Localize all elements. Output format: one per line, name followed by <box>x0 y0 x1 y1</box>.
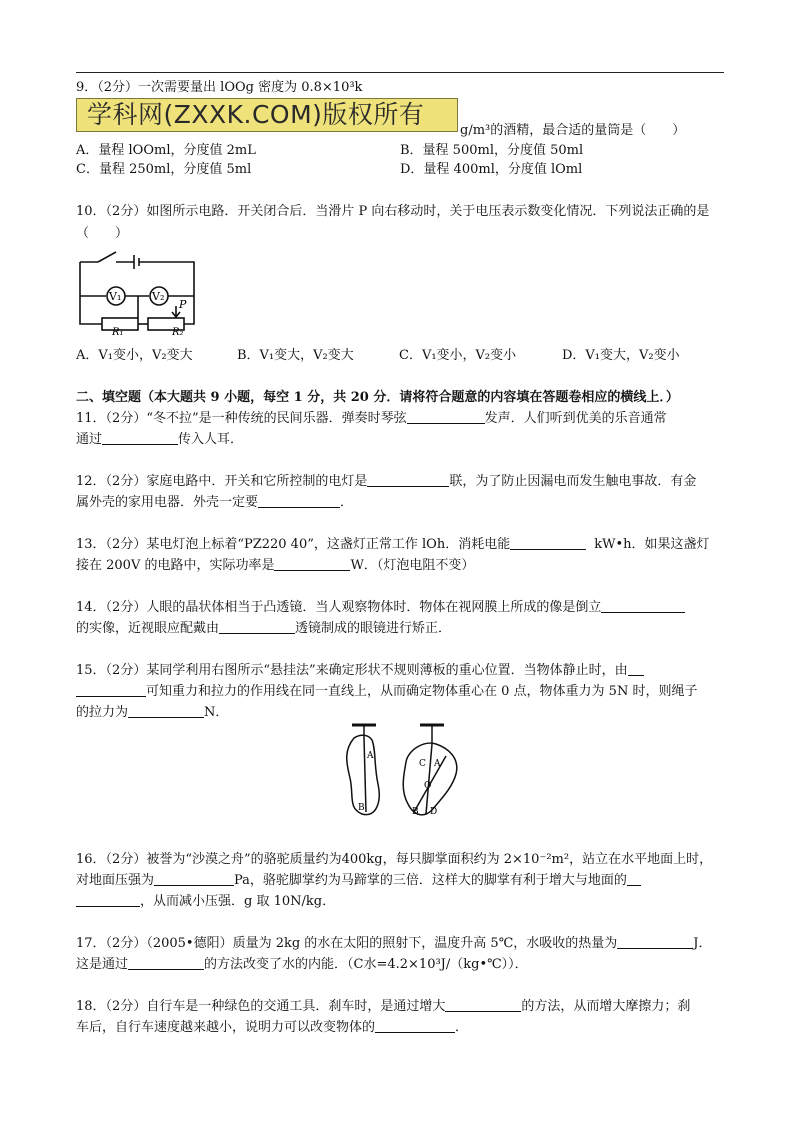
q16-blank-2a[interactable] <box>627 871 641 886</box>
q17-blank-2[interactable] <box>128 955 204 970</box>
q10-option-a: A．V₁变小，V₂变大 <box>76 348 193 363</box>
q15-label-o: O <box>424 781 432 791</box>
q11-line1: 11．（2分）“冬不拉”是一种传统的民间乐器．弹奏时琴弦 发声．人们听到优美的乐音通常 <box>76 411 667 426</box>
q18-line1: 18．（2分）自行车是一种绿色的交通工具．刹车时，是通过增大 的方法，从而增大摩擦力；刹 <box>76 999 691 1014</box>
header-rule <box>76 72 724 73</box>
q13-blank-2[interactable] <box>274 556 350 571</box>
q11-blank-1[interactable] <box>407 409 485 424</box>
q16-line1: 16．（2分）被誉为“沙漠之舟”的骆驼质量约为400kg，每只脚掌面积约为 2×10⁻²m²，站立在水平地面上时， <box>76 852 713 867</box>
q10-v2-label: V₂ <box>152 290 165 303</box>
q12-blank-2[interactable] <box>258 493 340 508</box>
q15-blank-1a[interactable] <box>628 661 644 676</box>
q10-line2: （ ） <box>76 226 129 241</box>
q17-blank-1[interactable] <box>617 934 693 949</box>
q10-r2-label: R₂ <box>172 327 184 336</box>
q11-blank-2[interactable] <box>102 430 178 445</box>
q13-blank-1[interactable] <box>510 535 586 550</box>
section-2-title: 二、填空题（本大题共 9 小题，每空 1 分，共 20 分．请将符合题意的内容填在答题卷相应的横线上．） <box>76 390 679 405</box>
q9-option-b: B．量程 500ml，分度值 50ml <box>400 143 584 158</box>
q14-line1: 14．（2分）人眼的晶状体相当于凸透镜．当人观察物体时．物体在视网膜上所成的像是倒立 <box>76 598 685 618</box>
q14-line2: 的实像，近视眼应配戴由 透镜制成的眼镜进行矫正． <box>76 621 452 636</box>
q16-line3: ，从而减小压强．g 取 10N/kg． <box>76 892 335 912</box>
q15-label-b-right: B <box>412 807 419 817</box>
q13-line2: 接在 200V 的电路中，实际功率是 W．（灯泡电阻不变） <box>76 558 475 573</box>
q15-label-a-left: A <box>367 751 374 761</box>
q12-line1: 12．（2分）家庭电路中．开关和它所控制的电灯是 联，为了防止因漏电而发生触电事故．有金 <box>76 474 697 489</box>
q15-label-a-right: A <box>434 759 441 769</box>
q15-label-c: C <box>419 759 426 769</box>
q17-line2: 这是通过 的方法改变了水的内能．（C水=4.2×10³J/（kg•℃））． <box>76 957 528 972</box>
q15-suspension-diagram <box>336 722 476 818</box>
q15-line2: 可知重力和拉力的作用线在同一直线上，从而确定物体重心在 0 点，物体重力为 5N 时，则绳子 <box>76 682 697 702</box>
q9-option-d: D．量程 400ml，分度值 lOml <box>400 162 583 177</box>
q18-blank-2[interactable] <box>375 1018 455 1033</box>
q16-blank-2b[interactable] <box>76 892 140 907</box>
q18-blank-1[interactable] <box>445 997 521 1012</box>
q14-blank-2[interactable] <box>219 619 295 634</box>
q16-line2: 对地面压强为 Pa，骆驼脚掌约为马蹄掌的三倍．这样大的脚掌有利于增大与地面的 <box>76 871 641 891</box>
q9-option-a: A．量程 lOOml，分度值 2mL <box>76 143 256 158</box>
q17-line1: 17．（2分）（2005•德阳）质量为 2kg 的水在太阳的照射下，温度升高 5℃，水吸收的热量为 J． <box>76 936 712 951</box>
q16-blank-1[interactable] <box>154 871 234 886</box>
q15-line3: 的拉力为 N． <box>76 705 229 720</box>
q15-label-d: D <box>430 807 438 817</box>
q9-line2: g/m³的酒精，最合适的量筒是（ ） <box>460 123 686 138</box>
q10-v1-label: V₁ <box>109 290 122 303</box>
q10-option-d: D．V₁变大，V₂变小 <box>562 348 680 363</box>
q10-option-c: C．V₁变小，V₂变小 <box>399 348 517 363</box>
q10-circuit-diagram <box>76 244 202 336</box>
q13-line1: 13．（2分）某电灯泡上标着“PZ220 40”，这盏灯正常工作 lOh．消耗电能 kW•h．如果这盏灯 <box>76 537 710 552</box>
q15-line1: 15．（2分）某同学利用右图所示“悬挂法”来确定形状不规则薄板的重心位置．当物体静止时，由 <box>76 661 644 681</box>
q14-blank-1[interactable] <box>601 598 685 613</box>
q12-line2: 属外壳的家用电器．外壳一定要 ． <box>76 495 354 510</box>
q12-blank-1[interactable] <box>367 472 449 487</box>
q18-line2: 车后，自行车速度越来越小，说明力可以改变物体的 ． <box>76 1020 469 1035</box>
q10-option-b: B．V₁变大，V₂变大 <box>237 348 354 363</box>
watermark-banner: 学科网(ZXXK.COM)版权所有 <box>76 98 458 132</box>
q9-option-c: C．量程 250ml，分度值 5ml <box>76 162 252 177</box>
q11-line2: 通过 传入人耳． <box>76 432 244 447</box>
q15-label-b-left: B <box>358 803 365 813</box>
q10-p-label: P <box>179 298 187 311</box>
q10-line1: 10．（2分）如图所示电路．开关闭合后．当滑片 P 向右移动时，关于电压表示数变化情况．下列说法正确的是 <box>76 204 710 219</box>
q10-r1-label: R₁ <box>112 327 124 336</box>
q9-line1: 9．（2分）一次需要量出 lOOg 密度为 0.8×10³k <box>76 80 363 95</box>
q15-blank-1b[interactable] <box>76 682 146 697</box>
q15-blank-2[interactable] <box>128 703 204 718</box>
